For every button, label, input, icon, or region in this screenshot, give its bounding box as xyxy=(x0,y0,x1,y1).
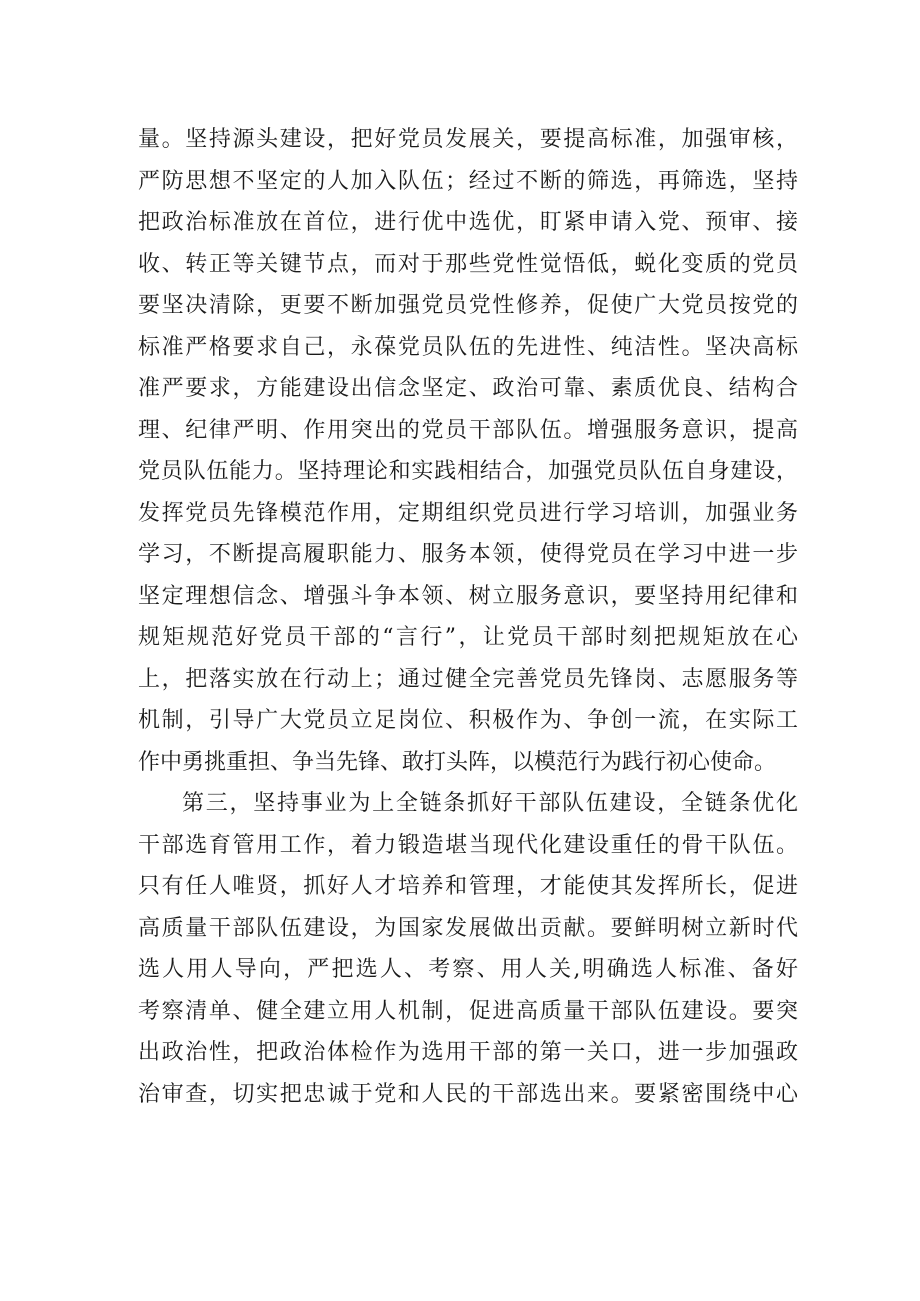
text-line: 理、纪律严明、作用突出的党员干部队伍。增强服务意识，提高 xyxy=(138,417,798,443)
paragraph-2 xyxy=(138,783,798,1115)
text-line: 严防思想不坚定的人加入队伍；经过不断的筛选，再筛选，坚持 xyxy=(138,168,798,194)
text-line: 选人用人导向，严把选人、考察、用人关,明确选人标准、备好 xyxy=(138,957,798,982)
text-line: 把政治标准放在首位，进行优中选优，盯紧申请入党、预审、接 xyxy=(138,210,798,235)
text-line: 准严要求，方能建设出信念坚定、政治可靠、素质优良、结构合 xyxy=(138,376,798,401)
text-line: 治审查，切实把忠诚于党和人民的干部选出来。要紧密围绕中心 xyxy=(138,1081,798,1107)
text-line: 要坚决清除，更要不断加强党员党性修养，促使广大党员按党的 xyxy=(138,293,798,318)
text-line: 考察清单、健全建立用人机制，促进高质量干部队伍建设。要突 xyxy=(138,998,798,1024)
text-line: 收、转正等关键节点，而对于那些党性觉悟低，蜕化变质的党员 xyxy=(138,251,798,277)
text-line: 第三，坚持事业为上全链条抓好干部队伍建设，全链条优化 xyxy=(182,791,798,816)
text-line: 坚定理想信念、增强斗争本领、树立服务意识，要坚持用纪律和 xyxy=(138,583,798,609)
text-line: 出政治性，把政治体检作为选用干部的第一关口，进一步加强政 xyxy=(138,1040,798,1065)
text-line: 标准严格要求自己，永葆党员队伍的先进性、纯洁性。坚决高标 xyxy=(138,334,798,360)
text-line: 学习，不断提高履职能力、服务本领，使得党员在学习中进一步 xyxy=(138,542,798,567)
text-line: 干部选育管用工作，着力锻造堪当现代化建设重任的骨干队伍。 xyxy=(138,832,798,858)
text-line: 只有任人唯贤，抓好人才培养和管理，才能使其发挥所长，促进 xyxy=(138,874,798,899)
text-line: 作中勇挑重担、争当先锋、敢打头阵，以模范行为践行初心使命。 xyxy=(138,749,777,775)
paragraph-1 xyxy=(138,119,798,783)
text-line: 机制，引导广大党员立足岗位、积极作为、争创一流，在实际工 xyxy=(138,708,798,733)
text-line: 上，把落实放在行动上；通过健全完善党员先锋岗、志愿服务等 xyxy=(138,666,798,692)
body-text xyxy=(138,119,798,1115)
text-line: 高质量干部队伍建设，为国家发展做出贡献。要鲜明树立新时代 xyxy=(138,915,798,941)
text-line: 规矩规范好党员干部的“言行”，让党员干部时刻把规矩放在心 xyxy=(138,625,798,650)
text-line: 党员队伍能力。坚持理论和实践相结合，加强党员队伍自身建设， xyxy=(138,459,798,484)
text-line: 量。坚持源头建设，把好党员发展关，要提高标准，加强审核， xyxy=(138,127,798,152)
text-line: 发挥党员先锋模范作用，定期组织党员进行学习培训，加强业务 xyxy=(138,500,798,526)
